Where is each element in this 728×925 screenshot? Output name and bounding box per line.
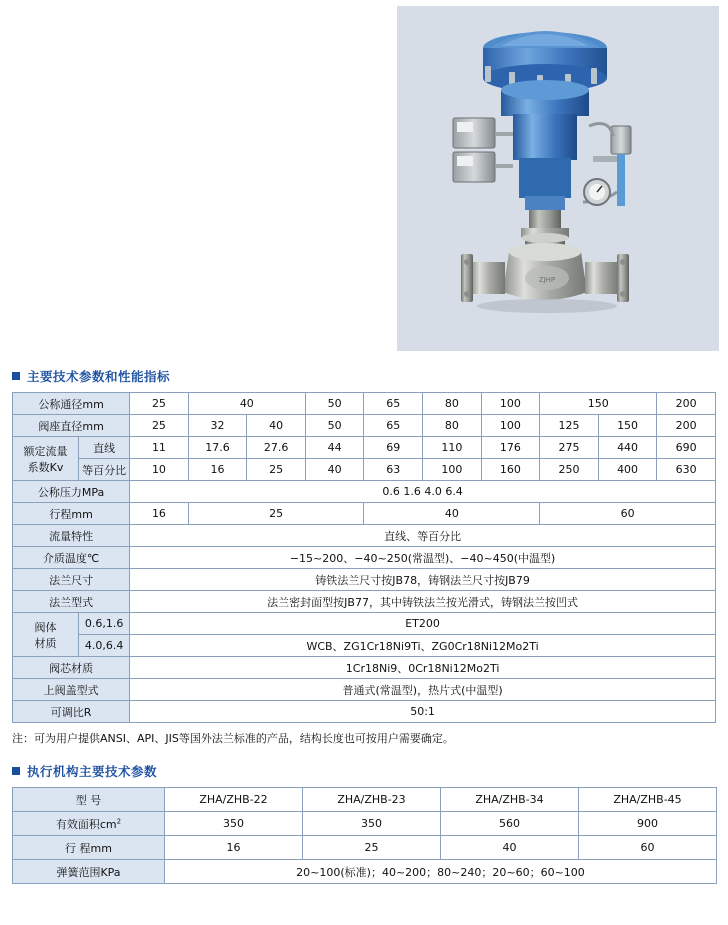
cell: 350 xyxy=(165,812,303,836)
cell: 60 xyxy=(540,503,716,525)
cell: −15~200、−40~250(常温型)、−40~450(中温型) xyxy=(130,547,716,569)
actuator-table xyxy=(12,787,717,884)
cell: 0.6 1.6 4.0 6.4 xyxy=(130,481,716,503)
table-row xyxy=(13,481,716,503)
cell: 69 xyxy=(364,437,423,459)
table-row xyxy=(13,613,716,635)
spec-table-note: 注：可为用户提供ANSI、API、JIS等国外法兰标准的产品，结构长度也可按用户需要确定。 xyxy=(12,732,454,745)
effective-area-unit-sup: 2 xyxy=(116,816,122,825)
cell: ZHA/ZHB-45 xyxy=(579,788,717,812)
cell: 直线、等百分比 xyxy=(130,525,716,547)
cell: 铸铁法兰尺寸按JB78，铸钢法兰尺寸按JB79 xyxy=(130,569,716,591)
row-label-nominal-diameter: 公称通径mm xyxy=(13,393,130,415)
row-label-travel: 行程mm xyxy=(13,503,130,525)
cell: 560 xyxy=(441,812,579,836)
cell: 普通式(常温型)，热片式(中温型) xyxy=(130,679,716,701)
row-label-medium-temp: 介质温度℃ xyxy=(13,547,130,569)
table-row xyxy=(13,860,717,884)
row-label-kv-equal: 等百分比 xyxy=(79,459,130,481)
cell: 630 xyxy=(657,459,716,481)
cell: 690 xyxy=(657,437,716,459)
cell: 80 xyxy=(423,393,482,415)
table-row xyxy=(13,591,716,613)
svg-text:ZJHP: ZJHP xyxy=(538,276,556,284)
cell: 125 xyxy=(540,415,599,437)
row-label-kv-group xyxy=(13,437,79,481)
table-row xyxy=(13,569,716,591)
product-image xyxy=(397,6,719,351)
kv-label-line1: 额定流量 xyxy=(23,444,68,458)
cell: ZHA/ZHB-23 xyxy=(303,788,441,812)
cell: 25 xyxy=(130,415,189,437)
cell: 150 xyxy=(598,415,657,437)
row-label-effective-area xyxy=(13,812,165,836)
kv-label-line2: 系数Kv xyxy=(27,460,64,474)
cell: 50 xyxy=(305,393,364,415)
table-row xyxy=(13,525,716,547)
body-pn-high-value: 4.0,6.4 xyxy=(84,639,124,652)
cell: 40 xyxy=(305,459,364,481)
table-row xyxy=(13,836,717,860)
cell: 25 xyxy=(303,836,441,860)
cell: 160 xyxy=(481,459,540,481)
table-row xyxy=(13,503,716,525)
cell: 11 xyxy=(130,437,189,459)
cell: 10 xyxy=(130,459,189,481)
cell: 100 xyxy=(481,415,540,437)
table-row xyxy=(13,701,716,723)
table-row xyxy=(13,459,716,481)
cell: 法兰密封面型按JB77，其中铸铁法兰按光滑式，铸钢法兰按凹式 xyxy=(130,591,716,613)
cell: ZHA/ZHB-34 xyxy=(441,788,579,812)
table-row xyxy=(13,788,717,812)
section-heading-actuator xyxy=(12,762,728,780)
table-row xyxy=(13,437,716,459)
cell: 40 xyxy=(188,393,305,415)
row-label-body-material xyxy=(13,613,79,657)
table-row xyxy=(13,679,716,701)
cell: 200 xyxy=(657,393,716,415)
cell: 40 xyxy=(247,415,306,437)
cell: 17.6 xyxy=(188,437,247,459)
section-title-spec: 主要技术参数和性能指标 xyxy=(27,369,171,384)
cell: ZHA/ZHB-22 xyxy=(165,788,303,812)
bullet-icon xyxy=(12,767,20,775)
row-label-travel: 行 程mm xyxy=(13,836,165,860)
cell: 110 xyxy=(423,437,482,459)
control-valve-illustration xyxy=(397,6,719,351)
cell: 176 xyxy=(481,437,540,459)
body-pn-low-value: 0.6,1.6 xyxy=(84,617,124,630)
cell: 275 xyxy=(540,437,599,459)
row-label-spring-range: 弹簧范围KPa xyxy=(13,860,165,884)
table-row xyxy=(13,812,717,836)
table-row xyxy=(13,393,716,415)
row-label-flow-char: 流量特性 xyxy=(13,525,130,547)
table-row xyxy=(13,657,716,679)
cell: 25 xyxy=(130,393,189,415)
cell: 900 xyxy=(579,812,717,836)
cell: 200 xyxy=(657,415,716,437)
table-row xyxy=(13,547,716,569)
cell: 60 xyxy=(579,836,717,860)
cell: 16 xyxy=(188,459,247,481)
cell: 16 xyxy=(130,503,189,525)
row-label-bonnet-type: 上阀盖型式 xyxy=(13,679,130,701)
cell: 100 xyxy=(423,459,482,481)
section-heading-spec xyxy=(12,367,728,385)
row-label-model: 型 号 xyxy=(13,788,165,812)
row-label-flange-type: 法兰型式 xyxy=(13,591,130,613)
cell: 20~100(标准)；40~200；80~240；20~60；60~100 xyxy=(165,860,717,884)
cell: 350 xyxy=(303,812,441,836)
cell: 40 xyxy=(364,503,540,525)
cell: 50:1 xyxy=(130,701,716,723)
table-row xyxy=(13,415,716,437)
cell: 44 xyxy=(305,437,364,459)
row-label-rangeability: 可调比R xyxy=(13,701,130,723)
body-material-label-1: 阀体 xyxy=(34,620,57,634)
cell: 16 xyxy=(165,836,303,860)
cell: WCB、ZG1Cr18Ni9Ti、ZG0Cr18Ni12Mo2Ti xyxy=(130,635,716,657)
body-pn-high xyxy=(79,635,130,657)
effective-area-label: 有效面积cm xyxy=(55,817,117,831)
cell: 50 xyxy=(305,415,364,437)
cell: 440 xyxy=(598,437,657,459)
cell: 63 xyxy=(364,459,423,481)
section-title-actuator: 执行机构主要技术参数 xyxy=(27,764,158,779)
cell: 25 xyxy=(188,503,364,525)
row-label-nominal-pressure: 公称压力MPa xyxy=(13,481,130,503)
body-pn-low xyxy=(79,613,130,635)
row-label-seat-diameter: 阀座直径mm xyxy=(13,415,130,437)
cell: 65 xyxy=(364,415,423,437)
cell: 65 xyxy=(364,393,423,415)
cell: 32 xyxy=(188,415,247,437)
spec-table xyxy=(12,392,716,723)
row-label-plug-material: 阀芯材质 xyxy=(13,657,130,679)
table-row xyxy=(13,635,716,657)
row-label-flange-size: 法兰尺寸 xyxy=(13,569,130,591)
cell: 80 xyxy=(423,415,482,437)
cell: 400 xyxy=(598,459,657,481)
body-material-label-2: 材质 xyxy=(34,636,57,650)
bullet-icon xyxy=(12,372,20,380)
cell: 250 xyxy=(540,459,599,481)
cell: ET200 xyxy=(130,613,716,635)
row-label-kv-linear: 直线 xyxy=(79,437,130,459)
cell: 27.6 xyxy=(247,437,306,459)
cell: 40 xyxy=(441,836,579,860)
cell: 100 xyxy=(481,393,540,415)
cell: 150 xyxy=(540,393,657,415)
cell: 1Cr18Ni9、0Cr18Ni12Mo2Ti xyxy=(130,657,716,679)
cell: 25 xyxy=(247,459,306,481)
